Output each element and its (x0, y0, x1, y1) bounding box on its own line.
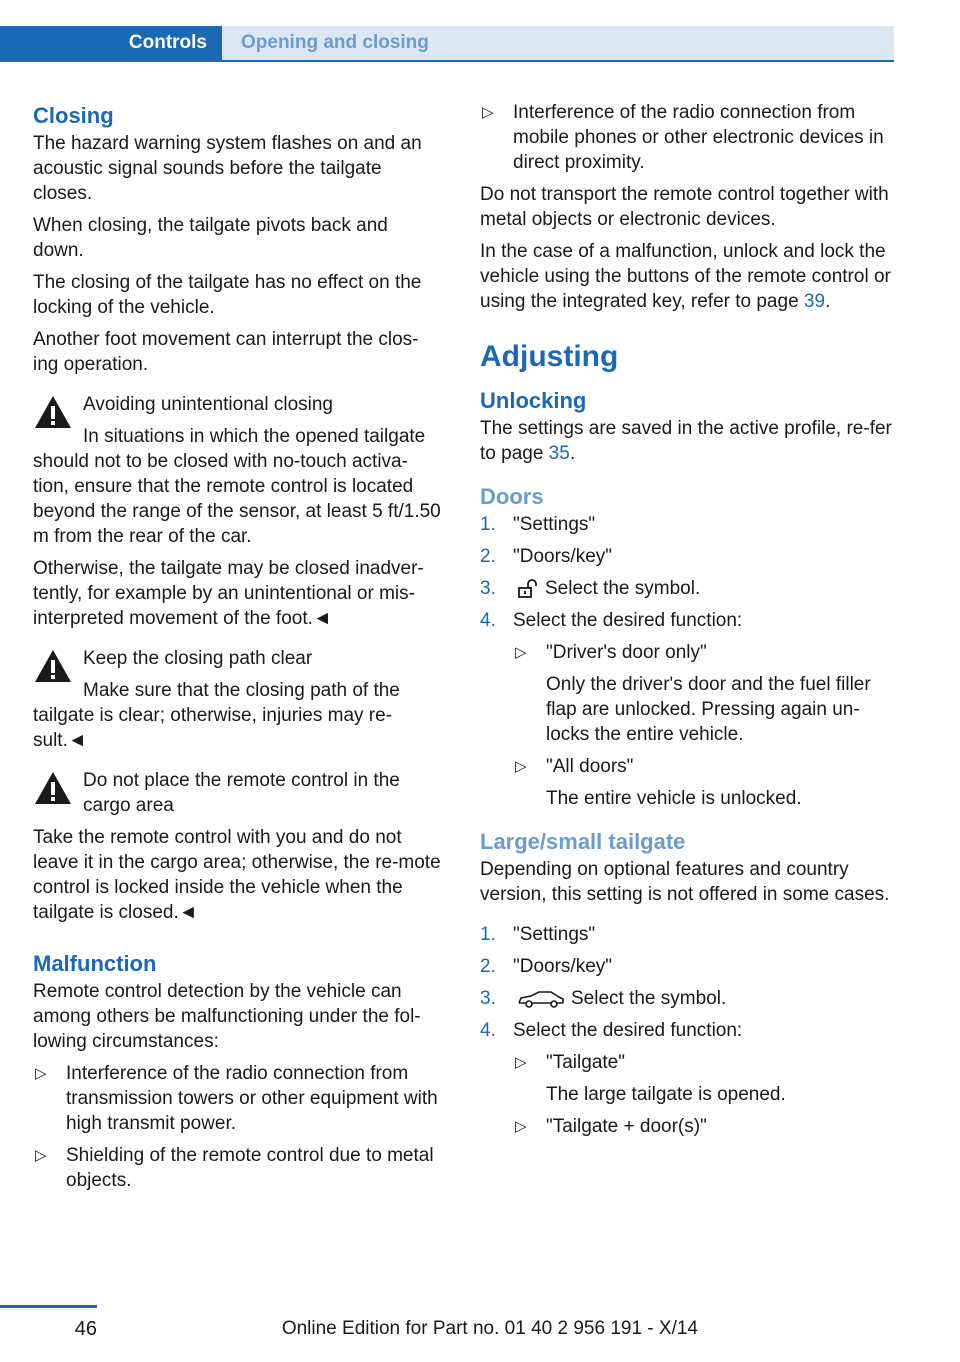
warning-block (33, 392, 443, 631)
malfunction-heading: Malfunction (33, 951, 157, 976)
bullet-triangle-icon: ▷ (515, 758, 527, 775)
tab-controls[interactable]: Controls (0, 26, 222, 60)
warning-triangle-icon (33, 770, 73, 806)
list-item: ▷ "Tailgate" (515, 1052, 625, 1073)
page-number: 46 (74, 1318, 97, 1340)
right-column (480, 100, 892, 1146)
options-list (480, 640, 892, 811)
warning-triangle-icon (33, 648, 73, 684)
left-column (33, 100, 443, 1200)
paragraph: In the case of a malfunction, unlock and lock the vehicle using the buttons of the remote control or using the integrated key, refer to page 39. (480, 241, 891, 312)
bullet-triangle-icon: ▷ (35, 1147, 47, 1164)
closing-para: When closing, the tailgate pivots back and down. (33, 215, 388, 261)
warning-body: Take the remote control with you and do not leave it in the cargo area; otherwise, the re-mote control is locked inside the vehicle when the tailgate is closed.◄ (33, 827, 441, 923)
unlocking-heading: Unlocking (480, 388, 587, 413)
bullet-triangle-icon: ▷ (515, 1054, 527, 1071)
list-item: 3. Select the symbol. (480, 988, 727, 1009)
adjusting-heading: Adjusting (480, 340, 619, 373)
unlock-icon (517, 579, 539, 599)
page-link[interactable]: 35 (548, 443, 570, 464)
warning-block (33, 646, 443, 753)
edition-text: Online Edition for Part no. 01 40 2 956 191 - X/14 (281, 1318, 698, 1339)
warning-body: Make sure that the closing path of the tailgate is clear; otherwise, injuries may re-sult.◄ (33, 680, 400, 751)
options-list (480, 1050, 892, 1139)
warning-title: Do not place the remote control in the cargo area (83, 770, 400, 816)
bullet-triangle-icon: ▷ (515, 1118, 527, 1135)
paragraph: The settings are saved in the active profile, re-fer to page 35. (480, 418, 892, 464)
bullet-triangle-icon: ▷ (515, 644, 527, 661)
list-item: ▷ "Driver's door only" (515, 642, 707, 663)
list-item: 1. "Settings" (480, 514, 596, 535)
tailgate-heading: Large/small tailgate (480, 829, 686, 854)
tab-opening-and-closing[interactable]: Opening and closing (222, 26, 894, 60)
malfunction-intro: Remote control detection by the vehicle can among others be malfunctioning under the fol-lowing circumstances: (33, 981, 421, 1052)
list-item: ▷ Interference of the radio connection from transmission towers or other equipment with high transmit power. (35, 1063, 438, 1134)
warning-body: Otherwise, the tailgate may be closed inadver-tently, for example by an unintentional or mis-interpreted movement of the foot.◄ (33, 558, 424, 629)
warning-title: Avoiding unintentional closing (83, 394, 333, 415)
list-item: 3. Select the symbol. (480, 578, 701, 599)
closing-para: Another foot movement can interrupt the clos-ing operation. (33, 329, 419, 375)
closing-para: The closing of the tailgate has no effect on the locking of the vehicle. (33, 272, 422, 318)
list-item: 4. Select the desired function: (480, 610, 743, 631)
car-icon (517, 990, 565, 1008)
option-desc: The large tailgate is opened. (546, 1084, 786, 1105)
bullet-triangle-icon: ▷ (482, 104, 494, 121)
list-item: 1. "Settings" (480, 924, 596, 945)
list-item: 2. "Doors/key" (480, 546, 613, 567)
page-link[interactable]: 39 (803, 291, 826, 312)
bullet-triangle-icon: ▷ (35, 1065, 47, 1082)
warning-title: Keep the closing path clear (83, 648, 313, 669)
paragraph: Depending on optional features and country version, this setting is not offered in some cases. (480, 859, 890, 905)
warning-block (33, 768, 443, 925)
list-item: 4. Select the desired function: (480, 1020, 743, 1041)
paragraph: Do not transport the remote control together with metal objects or electronic devices. (480, 184, 889, 230)
option-desc: The entire vehicle is unlocked. (546, 788, 802, 809)
warning-triangle-icon (33, 394, 73, 430)
option-desc: Only the driver's door and the fuel filler flap are unlocked. Pressing again un-locks the entire vehicle. (546, 674, 871, 745)
warning-body: In situations in which the opened tailgate should not to be closed with no-touch activa-tion, ensure that the remote control is located beyond the range of the sensor, at least 5 ft/1.50 m from the rear of the car. (33, 426, 441, 547)
doors-heading: Doors (480, 484, 544, 509)
list-item: ▷ Shielding of the remote control due to metal objects. (35, 1145, 434, 1191)
list-item: ▷ "Tailgate + door(s)" (515, 1116, 707, 1137)
closing-heading: Closing (33, 103, 114, 128)
header-divider (0, 60, 894, 62)
closing-para: The hazard warning system flashes on and an acoustic signal sounds before the tailgate closes. (33, 133, 422, 204)
footer-divider (0, 1305, 97, 1308)
list-item: 2. "Doors/key" (480, 956, 613, 977)
page-header (0, 26, 894, 62)
list-item: ▷ "All doors" (515, 756, 634, 777)
list-item: ▷ Interference of the radio connection from mobile phones or other electronic devices in direct proximity. (482, 102, 884, 173)
